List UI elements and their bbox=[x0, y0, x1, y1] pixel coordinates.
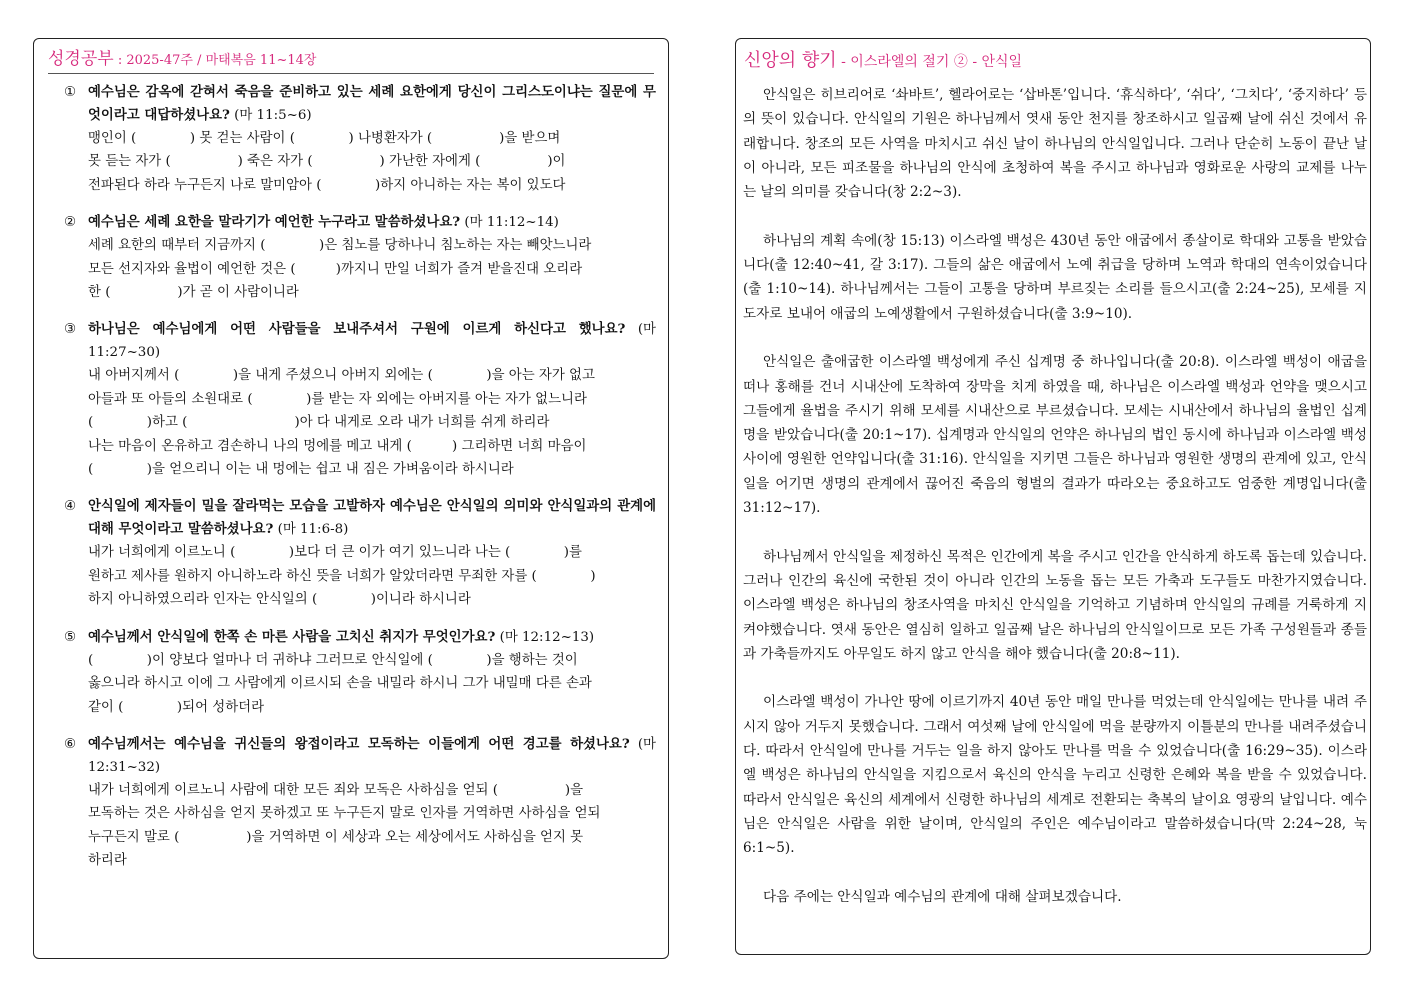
fill-in-verse-line: ( )하고 ( )아 다 내게로 오라 내가 너희를 쉬게 하리라 bbox=[88, 415, 550, 431]
question-prompt: 하나님은 예수님에게 어떤 사람들을 보내주셔서 구원에 이르게 하신다고 했나요? bbox=[88, 321, 626, 338]
question-title bbox=[64, 81, 656, 127]
question-prompt: 예수님께서 안식일에 한쪽 손 마른 사람을 고치신 취지가 무엇인가요? bbox=[88, 628, 496, 645]
fill-in-verse-line: 모독하는 것은 사하심을 얻지 못하겠고 또 누구든지 말로 인자를 거역하면 사하심을 얻되 bbox=[88, 806, 601, 822]
fill-in-verse-line: 맹인이 ( ) 못 걷는 사람이 ( ) 나병환자가 ( )을 받으며 bbox=[88, 131, 561, 146]
fill-in-verse-line: 내가 너희에게 이르노니 ( )보다 더 큰 이가 여기 있느니라 나는 ( )를 bbox=[88, 545, 582, 561]
question-number: ① bbox=[64, 85, 77, 100]
question-text bbox=[88, 211, 656, 234]
question-block bbox=[64, 318, 656, 481]
bible-study-header bbox=[48, 47, 654, 74]
essay-paragraph: 안식일은 출애굽한 이스라엘 백성에게 주신 십계명 중 하나입니다(출 20:8). 이스라엘 백성이 애굽을 떠나 홍해를 건너 시내산에 도착하여 장막을 치게 하였을 때, 하나님은 이스라엘 백성과 언약을 맺으시고 그들에게 율법을 주시기 위해 모세를 시내산으로 부르셨습니다. 모세는 시내산에서 하나님의 율법인 십계명을 받았습니다(출 20:1~17). 십계명과 안식일의 언약은 하나님의 법인 동시에 하나님과 이스라엘 백성 사이에 영원한 언약입니다(출 31:16). 안식일을 지키면 그들은 하나님과 영원한 생명의 관계에 있고, 안식일을 어기면 생명의 관계에서 끊어진 죽음의 형벌의 결과가 따라오는 중요하고도 엄중한 계명입니다(출 31:12~17). bbox=[743, 354, 1367, 517]
fill-in-verse-line: 원하고 제사를 원하지 아니하노라 하신 뜻을 너희가 알았더라면 무죄한 자를 ( ) bbox=[88, 568, 596, 584]
faith-essay-panel bbox=[735, 38, 1371, 955]
question-title bbox=[64, 733, 656, 779]
question-block bbox=[64, 495, 656, 611]
question-title bbox=[64, 211, 656, 234]
question-text bbox=[88, 318, 656, 364]
fill-in-verse-line: 하지 아니하였으리라 인자는 안식일의 ( )이니라 하시니라 bbox=[88, 592, 471, 608]
fill-in-verse-line: 같이 ( )되어 성하더라 bbox=[88, 699, 265, 715]
question-number: ③ bbox=[64, 322, 77, 338]
question-title bbox=[64, 626, 656, 649]
fill-in-verse-line: 나는 마음이 온유하고 겸손하니 나의 멍에를 메고 내게 ( ) 그리하면 너희 마음이 bbox=[88, 438, 587, 454]
scripture-reference: (마 11:27~30) bbox=[88, 322, 656, 361]
essay-paragraph: 하나님께서 안식일을 제정하신 목적은 인간에게 복을 주시고 인간을 안식하게 하도록 돕는데 있습니다. 그러나 인간의 육신에 국한된 것이 아니라 인간의 노동을 돕는 모든 가축과 도구들도 마찬가지였습니다. 이스라엘 백성은 하나님의 창조사역을 마치신 안식일을 기억하고 기념하며 안식일의 규례를 거룩하게 지켜야했습니다. 엿새 동안은 열심히 일하고 일곱째 날은 하나님의 안식일이므로 모든 가족 구성원들과 종들과 가축들까지도 아무일도 하지 않고 안식을 해야 했습니다(출 20:8~11). bbox=[743, 548, 1367, 662]
question-number: ② bbox=[64, 215, 77, 231]
fill-in-verse-line: 전파된다 하라 누구든지 나로 말미암아 ( )하지 아니하는 자는 복이 있도다 bbox=[88, 177, 566, 193]
faith-essay-subtitle: - 이스라엘의 절기 ② - 안식일 bbox=[836, 54, 1023, 70]
scripture-reference: (마 12:31~32) bbox=[88, 736, 656, 775]
question-block bbox=[64, 211, 656, 304]
question-title bbox=[64, 318, 656, 364]
question-block bbox=[64, 81, 656, 197]
fill-in-verse-line: 아들과 또 아들의 소원대로 ( )를 받는 자 외에는 아버지를 아는 자가 없느니라 bbox=[88, 391, 587, 407]
question-number: ④ bbox=[64, 499, 77, 515]
essay-paragraph: 안식일은 히브리어로 ‘솨바트’, 헬라어로는 ‘삽바톤’입니다. ‘휴식하다’, ‘쉬다’, ‘그치다’, ‘중지하다’ 등의 뜻이 있습니다. 안식일의 기원은 하나님께서 엿새 동안 천지를 창조하시고 일곱째 날에 쉬신 것에서 유래합니다. 창조의 모든 사역을 마치시고 쉬신 날이 하나님의 안식일입니다. 그러나 단순히 노동이 끝난 날이 아니라, 모든 피조물을 하나님의 안식에 초청하여 복을 주시고 하나님과 영화로운 사랑의 교제를 나누는 날의 의미를 갖습니다(창 2:2~3). bbox=[743, 87, 1367, 201]
fill-in-verse-line: 못 듣는 자가 ( ) 죽은 자가 ( ) 가난한 자에게 ( )이 bbox=[88, 154, 566, 170]
fill-in-verse-line: 내 아버지께서 ( )을 내게 주셨으니 아버지 외에는 ( )을 아는 자가 없고 bbox=[88, 368, 595, 384]
scripture-reference: (마 11:5~6) bbox=[229, 108, 312, 123]
question-prompt: 예수님은 세례 요한을 말라기가 예언한 누구라고 말씀하셨나요? bbox=[88, 214, 461, 231]
essay-paragraph: 다음 주에는 안식일과 예수님의 관계에 대해 살펴보겠습니다. bbox=[763, 888, 1122, 905]
question-title bbox=[64, 495, 656, 541]
bible-study-subtitle: : 2025-47주 / 마태복음 11~14장 bbox=[113, 53, 317, 68]
scripture-reference: (마 12:12~13) bbox=[495, 629, 595, 645]
question-number: ⑥ bbox=[64, 736, 77, 752]
question-block bbox=[64, 733, 656, 873]
essay-body bbox=[743, 83, 1367, 933]
question-text bbox=[88, 733, 656, 779]
fill-in-verse-line: 내가 너희에게 이르노니 사람에 대한 모든 죄와 모독은 사하심을 얻되 ( )을 bbox=[88, 782, 584, 798]
essay-paragraph: 이스라엘 백성이 가나안 땅에 이르기까지 40년 동안 매일 만나를 먹었는데 안식일에는 만나를 내려 주시지 않아 거두지 못했습니다. 그래서 여섯째 날에 안식일에 먹을 분량까지 이틀분의 만나를 내려주셨습니다. 따라서 안식일에 만나를 거두는 일을 하지 않아도 만나를 먹을 수 있었습니다(출 16:29~35). 이스라엘 백성은 하나님의 안식일을 지킴으로서 육신의 안식을 누리고 신령한 은혜와 복을 받을 수 있었습니다. 따라서 안식일은 육신의 세계에서 신령한 하나님의 세계로 전환되는 축복의 날이요 영광의 날입니다. 예수님은 안식일은 사람을 위한 날이며, 안식일의 주인은 예수님이라고 말씀하셨습니다(막 2:24~28, 눅 6:1~5). bbox=[743, 694, 1367, 857]
question-block bbox=[64, 626, 656, 719]
scripture-reference: (마 11:6-8) bbox=[273, 522, 349, 538]
bible-study-title: 성경공부 bbox=[48, 49, 114, 69]
question-number: ⑤ bbox=[64, 629, 77, 645]
question-list bbox=[64, 81, 656, 887]
fill-in-verse-line: 누구든지 말로 ( )을 거역하면 이 세상과 오는 세상에서도 사하심을 얻지 못 bbox=[88, 829, 584, 845]
faith-essay-header bbox=[744, 47, 1364, 75]
question-prompt: 예수님은 감옥에 갇혀서 죽음을 준비하고 있는 세례 요한에게 당신이 그리스도이냐는 질문에 무엇이라고 대답하셨나요? bbox=[88, 84, 656, 123]
fill-in-verse-line: 모든 선지자와 율법이 예언한 것은 ( )까지니 만일 너희가 즐겨 받을진대 오리라 bbox=[88, 261, 583, 277]
question-prompt: 안식일에 제자들이 밀을 잘라먹는 모습을 고발하자 예수님은 안식일의 의미와 안식일과의 관계에 대해 무엇이라고 말씀하셨나요? bbox=[88, 498, 656, 538]
fill-in-verse-line: 옳으니라 하시고 이에 그 사람에게 이르시되 손을 내밀라 하시니 그가 내밀매 다른 손과 bbox=[88, 676, 592, 692]
essay-paragraph: 하나님의 계획 속에(창 15:13) 이스라엘 백성은 430년 동안 애굽에서 종살이로 학대와 고통을 받았습니다(출 12:40~41, 갈 3:17). 그들의 삶은 애굽에서 노예 취급을 당하며 노역과 학대의 연속이었습니다(출 1:10~14). 하나님께서는 그들이 고통을 당하며 부르짖는 소리를 들으시고(출 2:24~25), 모세를 지도자로 보내어 애굽의 노예생활에서 구원하셨습니다(출 3:9~10). bbox=[743, 232, 1367, 322]
fill-in-verse-line: ( )이 양보다 얼마나 더 귀하냐 그러므로 안식일에 ( )을 행하는 것이 bbox=[88, 652, 578, 668]
question-text bbox=[88, 626, 656, 649]
faith-essay-title: 신앙의 향기 bbox=[744, 50, 837, 71]
fill-in-verse-line: ( )을 얻으리니 이는 내 멍에는 쉽고 내 짐은 가벼움이라 하시니라 bbox=[88, 462, 514, 478]
scripture-reference: (마 11:12~14) bbox=[460, 215, 559, 231]
question-text bbox=[88, 495, 656, 541]
question-text bbox=[88, 81, 656, 127]
fill-in-verse-line: 하리라 bbox=[88, 853, 127, 869]
fill-in-verse-line: 세례 요한의 때부터 지금까지 ( )은 침노를 당하나니 침노하는 자는 빼앗느니라 bbox=[88, 238, 592, 254]
question-prompt: 예수님께서는 예수님을 귀신들의 왕접이라고 모독하는 이들에게 어떤 경고를 하셨나요? bbox=[88, 735, 630, 752]
bible-study-panel bbox=[33, 38, 669, 959]
fill-in-verse-line: 한 ( )가 곧 이 사람이니라 bbox=[88, 285, 299, 301]
